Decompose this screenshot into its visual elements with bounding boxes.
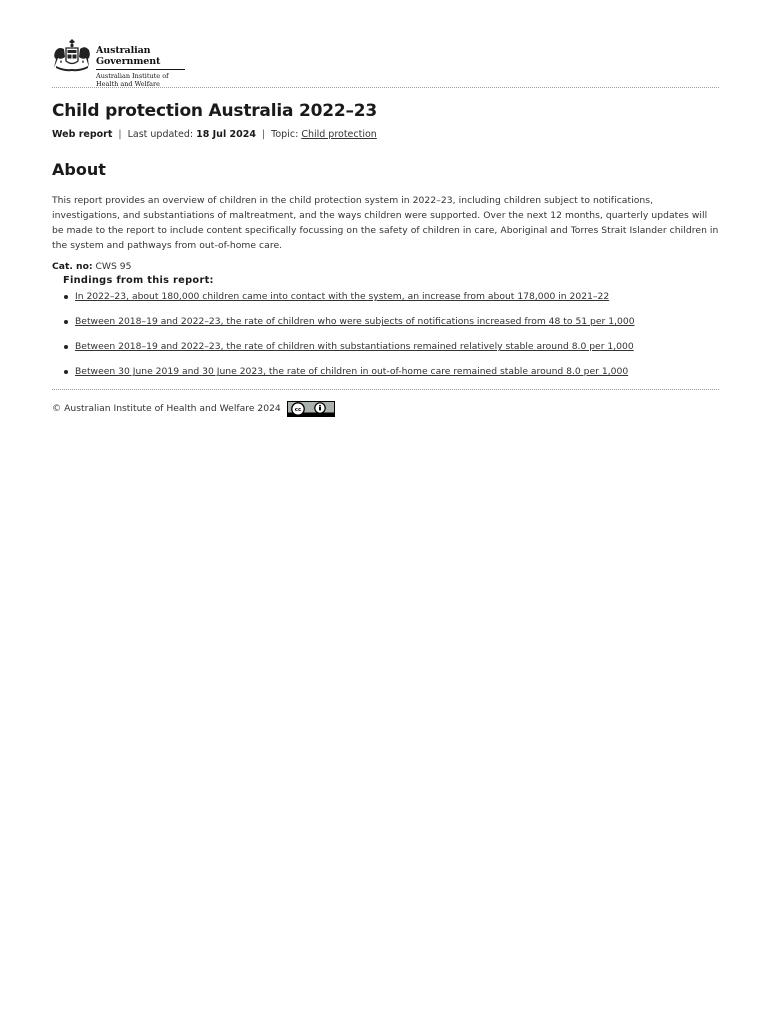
list-item [64,365,719,379]
logo-text [96,45,185,88]
bullet-icon [64,295,68,299]
bullet-icon [64,320,68,324]
bullet-icon [64,370,68,374]
catalogue-number [52,260,719,273]
last-updated-value: 18 Jul 2024 [196,129,256,140]
topic-label: Topic: [271,129,299,140]
finding-link-4[interactable]: Between 30 June 2019 and 30 June 2023, the rate of children in out-of-home care remained stable around 8.0 per 1,000 [75,366,629,378]
report-meta [52,128,719,142]
government-name: Australian Government [96,45,185,70]
agency-name-line2: Health and Welfare [96,80,160,88]
about-heading: About [52,160,106,179]
findings-list [52,290,719,379]
last-updated-label: Last updated: [127,129,194,140]
svg-text:cc: cc [294,407,302,414]
page-title: Child protection Australia 2022–23 [52,101,378,121]
creative-commons-by-icon[interactable] [287,401,335,417]
findings-heading: Findings from this report: [63,275,214,287]
list-item [64,340,719,354]
topic-link[interactable]: Child protection [301,129,377,140]
footer-divider [52,389,719,390]
aihw-logo[interactable] [52,38,719,88]
agency-name-line1: Australian Institute of [96,72,169,80]
report-page [52,38,719,417]
finding-link-3[interactable]: Between 2018–19 and 2022–23, the rate of children with substantiations remained relatively stable around 8.0 per 1,000 [75,341,634,353]
copyright-text: © Australian Institute of Health and Welfare 2024 [52,403,281,415]
finding-link-1[interactable]: In 2022–23, about 180,000 children came into contact with the system, an increase from about 178,000 in 2021–22 [75,291,610,303]
finding-link-2[interactable]: Between 2018–19 and 2022–23, the rate of children who were subjects of notifications increased from 48 to 51 per 1,000 [75,316,635,328]
list-item [64,315,719,329]
list-item [64,290,719,304]
cat-label: Cat. no: [52,261,93,273]
meta-separator: | [118,129,122,140]
report-type: Web report [52,129,113,140]
about-text: This report provides an overview of children in the child protection system in 2022–23, including children subject to notifications, investigations, and substantiations of maltreatment, and the ways children were supported. Over the next 12 months, quarterly updates will be made to the report to include content specifically focussing on the safety of children in care, Aboriginal and Torres Strait Islander children in the system and pathways from out-of-home care. [52,195,719,252]
bullet-icon [64,345,68,349]
footer [52,401,719,417]
meta-separator: | [261,129,266,140]
coat-of-arms-icon [52,38,92,74]
cat-value: CWS 95 [95,261,132,273]
